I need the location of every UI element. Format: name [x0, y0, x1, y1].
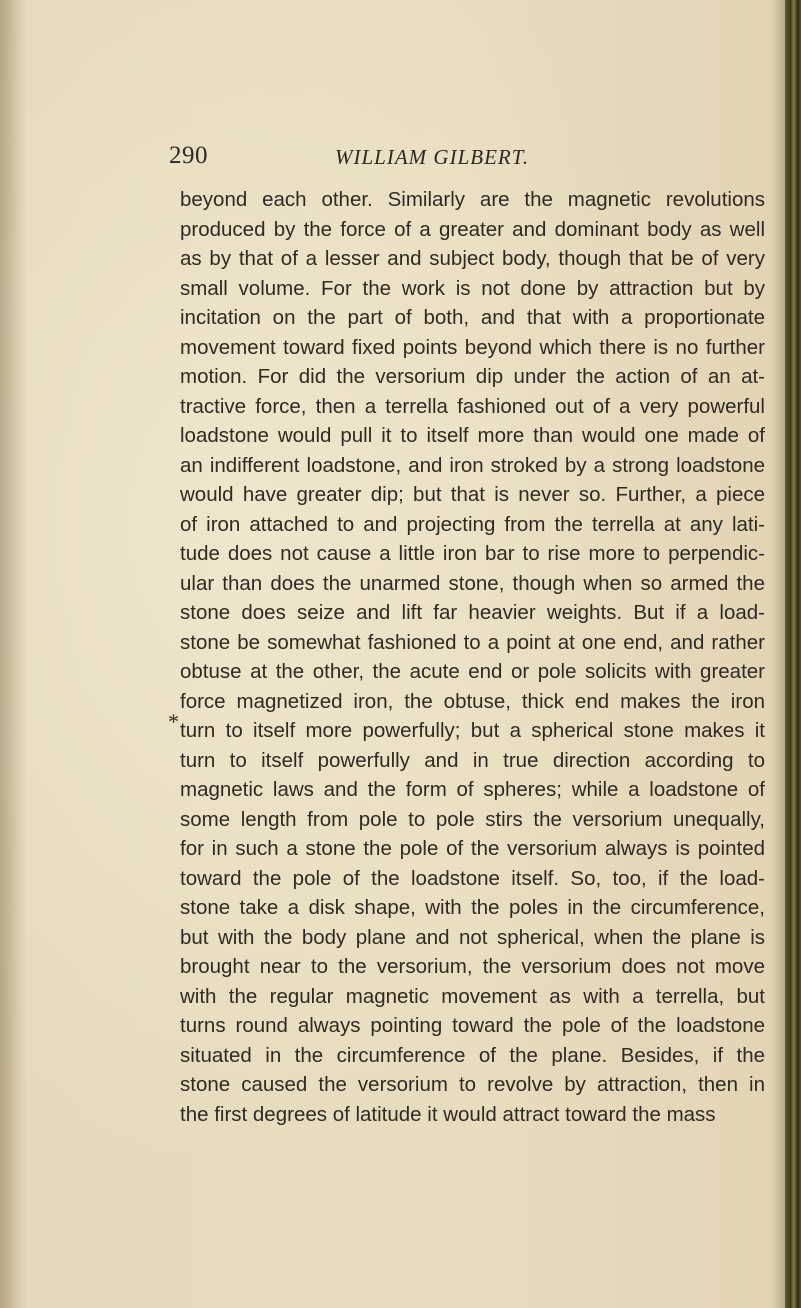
text-line: some length from pole to pole stirs the versorium unequally,: [180, 807, 765, 831]
text-line: turns round always pointing toward the pole of the loadstone: [180, 1014, 765, 1037]
text-line: would have greater dip; but that is never so. Further, a piece: [180, 483, 765, 506]
page-edge-strip: [785, 0, 801, 1308]
text-line: situated in the circumference of the plane. Besides, if the: [180, 1043, 765, 1067]
body-text: [180, 185, 765, 1129]
text-line: stone take a disk shape, with the poles in the circumference,: [180, 896, 765, 919]
text-line: ular than does the unarmed stone, though when so armed the: [180, 571, 765, 595]
text-line: stone be somewhat fashioned to a point at one end, and rather: [180, 630, 765, 654]
text-line: force magnetized iron, the obtuse, thick end makes the iron: [180, 689, 765, 713]
text-line: loadstone would pull it to itself more than would one made of: [180, 424, 765, 447]
text-line: brought near to the versorium, the versorium does not move: [180, 955, 765, 978]
text-line: with the regular magnetic movement as with a terrella, but: [180, 984, 765, 1008]
text-line: obtuse at the other, the acute end or pole solicits with greater: [180, 660, 765, 683]
text-line: tractive force, then a terrella fashioned out of a very powerful: [180, 394, 765, 418]
text-line: an indifferent loadstone, and iron stroked by a strong loadstone: [180, 453, 765, 477]
text-line: produced by the force of a greater and dominant body as well: [180, 217, 765, 241]
page-number: 290: [169, 142, 208, 169]
text-line: stone caused the versorium to revolve by attraction, then in: [180, 1073, 765, 1096]
text-line: for in such a stone the pole of the versorium always is pointed: [180, 837, 765, 860]
running-head: WILLIAM GILBERT.: [335, 145, 530, 169]
gutter-shadow: [0, 0, 28, 1308]
edge-shadow: [771, 0, 785, 1308]
text-line: beyond each other. Similarly are the magnetic revolutions: [180, 188, 765, 211]
text-line: tude does not cause a little iron bar to rise more to perpendic-: [180, 542, 765, 565]
text-line: the first degrees of latitude it would attract toward the mass: [180, 1102, 716, 1126]
text-line: turn to itself more powerfully; but a spherical stone makes it: [180, 719, 765, 742]
margin-asterisk: *: [168, 709, 179, 734]
text-line: stone does seize and lift far heavier weights. But if a load-: [180, 601, 765, 624]
text-line: turn to itself powerfully and in true direction according to: [180, 748, 765, 772]
text-line: small volume. For the work is not done by attraction but by: [180, 276, 765, 300]
text-line: motion. For did the versorium dip under the action of an at-: [180, 365, 765, 388]
text-line: but with the body plane and not spherical, when the plane is: [180, 925, 765, 949]
text-line: as by that of a lesser and subject body, though that be of very: [180, 247, 765, 270]
text-line: magnetic laws and the form of spheres; while a loadstone of: [180, 778, 765, 801]
text-line: incitation on the part of both, and that with a proportionate: [180, 306, 765, 329]
text-line: movement toward fixed points beyond which there is no further: [180, 335, 765, 359]
text-line: toward the pole of the loadstone itself. So, too, if the load-: [180, 866, 765, 890]
text-line: of iron attached to and projecting from the terrella at any lati-: [180, 512, 765, 536]
